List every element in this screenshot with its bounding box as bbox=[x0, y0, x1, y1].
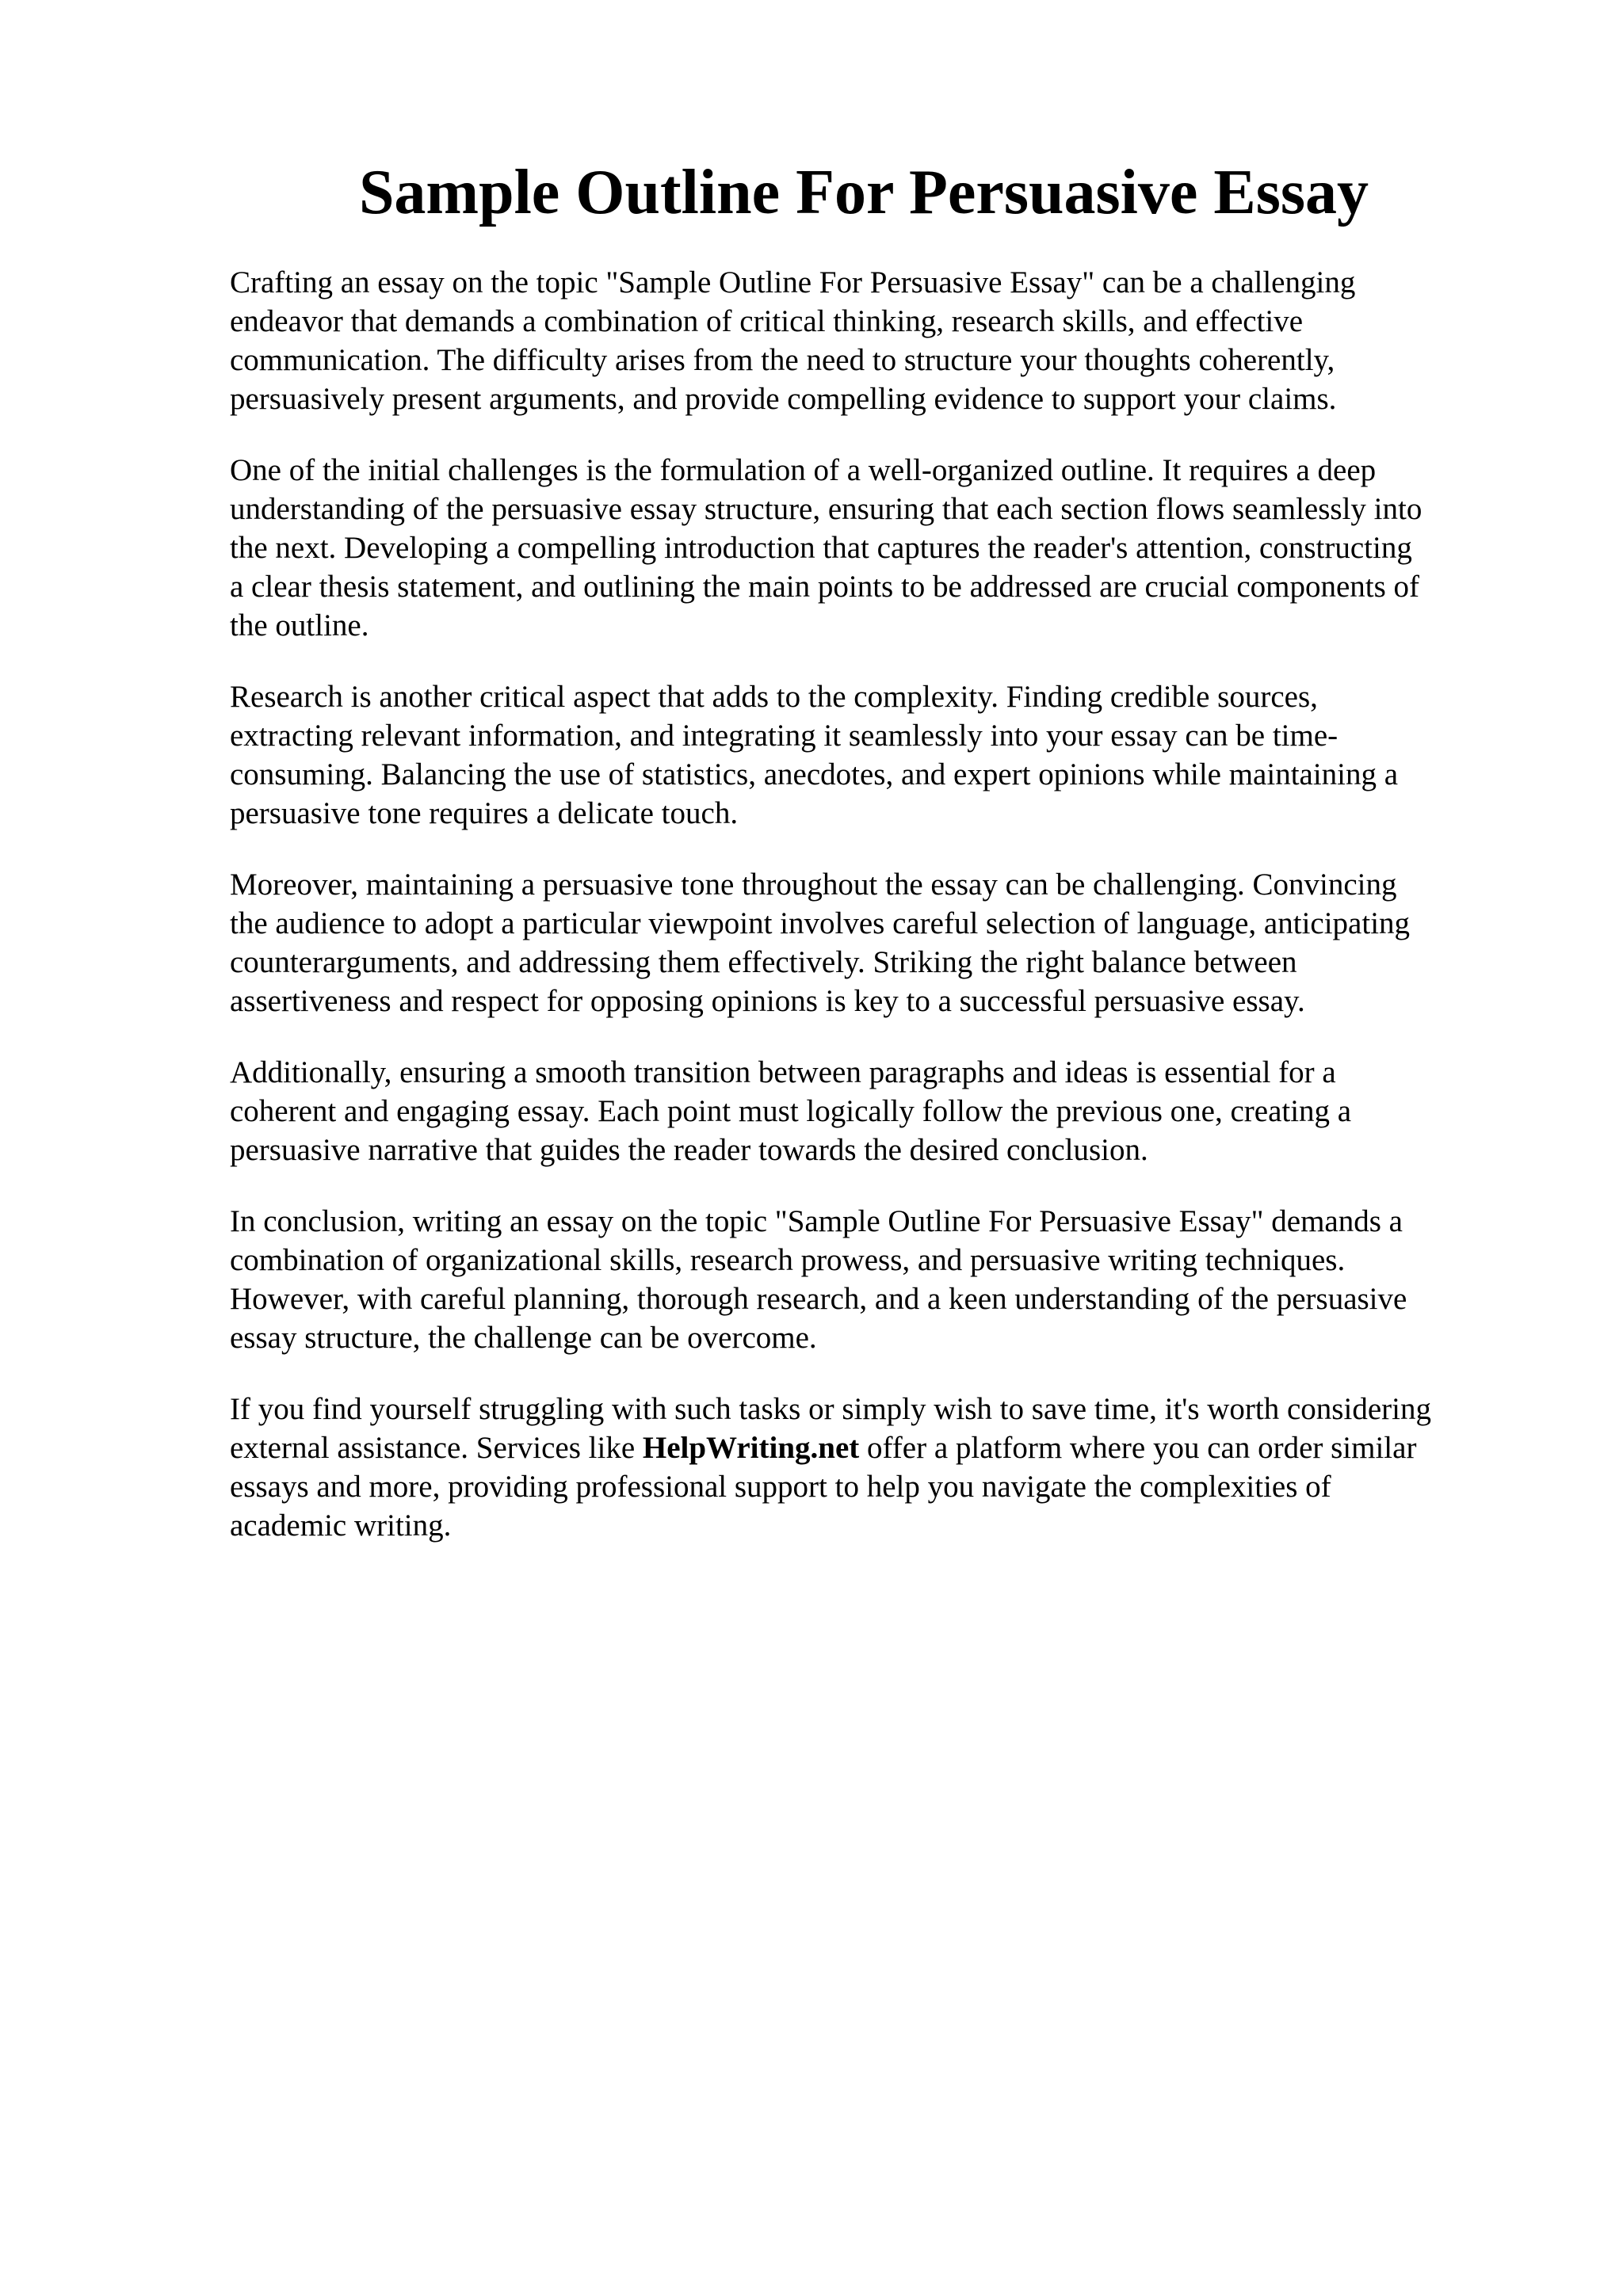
paragraph-4 bbox=[230, 865, 1514, 1020]
paragraph-line-with-brand bbox=[230, 1428, 1514, 1467]
paragraph-line: endeavor that demands a combination of critical thinking, research skills, and effective bbox=[230, 304, 1304, 338]
paragraph-line: In conclusion, writing an essay on the topic "Sample Outline For Persuasive Essay" demands a bbox=[230, 1204, 1403, 1238]
paragraph-line: persuasive narrative that guides the reader towards the desired conclusion. bbox=[230, 1133, 1148, 1167]
paragraph-line: Research is another critical aspect that adds to the complexity. Finding credible sources, bbox=[230, 680, 1318, 714]
paragraph-line: However, with careful planning, thorough research, and a keen understanding of the persuasive bbox=[230, 1282, 1407, 1316]
paragraph-line: coherent and engaging essay. Each point must logically follow the previous one, creating a bbox=[230, 1094, 1352, 1128]
line-text-after-brand: offer a platform where you can order similar bbox=[859, 1431, 1417, 1465]
paragraph-line: the next. Developing a compelling introduction that captures the reader's attention, constructing bbox=[230, 531, 1412, 565]
paragraph-line: One of the initial challenges is the formulation of a well-organized outline. It requires a deep bbox=[230, 453, 1377, 487]
paragraph-line: If you find yourself struggling with such tasks or simply wish to save time, it's worth considering bbox=[230, 1392, 1431, 1426]
paragraph-6 bbox=[230, 1202, 1514, 1357]
paragraph-line: consuming. Balancing the use of statistics, anecdotes, and expert opinions while maintaining a bbox=[230, 757, 1399, 791]
paragraph-line: extracting relevant information, and integrating it seamlessly into your essay can be time- bbox=[230, 719, 1338, 753]
paragraph-line: counterarguments, and addressing them effectively. Striking the right balance between bbox=[230, 945, 1297, 979]
document-body bbox=[230, 263, 1514, 1577]
paragraph-line: persuasive tone requires a delicate touch. bbox=[230, 796, 739, 830]
page-title: Sample Outline For Persuasive Essay bbox=[358, 158, 1369, 227]
paragraph-line: combination of organizational skills, research prowess, and persuasive writing techniques. bbox=[230, 1243, 1346, 1277]
paragraph-5 bbox=[230, 1053, 1514, 1169]
paragraph-line: essay structure, the challenge can be overcome. bbox=[230, 1321, 817, 1355]
paragraph-line: persuasively present arguments, and provide compelling evidence to support your claims. bbox=[230, 382, 1337, 416]
line-text-before-brand: external assistance. Services like bbox=[230, 1431, 643, 1465]
paragraph-line: the audience to adopt a particular viewpoint involves careful selection of language, anticipating bbox=[230, 906, 1411, 940]
helpwriting-link-text: HelpWriting.net bbox=[642, 1431, 860, 1465]
paragraph-line: communication. The difficulty arises from the need to structure your thoughts coherently, bbox=[230, 343, 1335, 377]
paragraph-line: academic writing. bbox=[230, 1508, 452, 1543]
paragraph-line: assertiveness and respect for opposing opinions is key to a successful persuasive essay. bbox=[230, 984, 1305, 1018]
paragraph-line: a clear thesis statement, and outlining the main points to be addressed are crucial components of bbox=[230, 570, 1420, 604]
paragraph-line: understanding of the persuasive essay structure, ensuring that each section flows seamlessly into bbox=[230, 492, 1423, 526]
paragraph-7 bbox=[230, 1390, 1514, 1545]
paragraph-line: essays and more, providing professional support to help you navigate the complexities of bbox=[230, 1470, 1331, 1504]
paragraph-line: Additionally, ensuring a smooth transition between paragraphs and ideas is essential for a bbox=[230, 1055, 1336, 1089]
paragraph-2 bbox=[230, 451, 1514, 645]
paragraph-3 bbox=[230, 677, 1514, 833]
paragraph-line: Crafting an essay on the topic "Sample Outline For Persuasive Essay" can be a challenging bbox=[230, 265, 1356, 299]
paragraph-line: the outline. bbox=[230, 608, 369, 643]
paragraph-1 bbox=[230, 263, 1514, 418]
paragraph-line: Moreover, maintaining a persuasive tone throughout the essay can be challenging. Convincing bbox=[230, 868, 1397, 902]
